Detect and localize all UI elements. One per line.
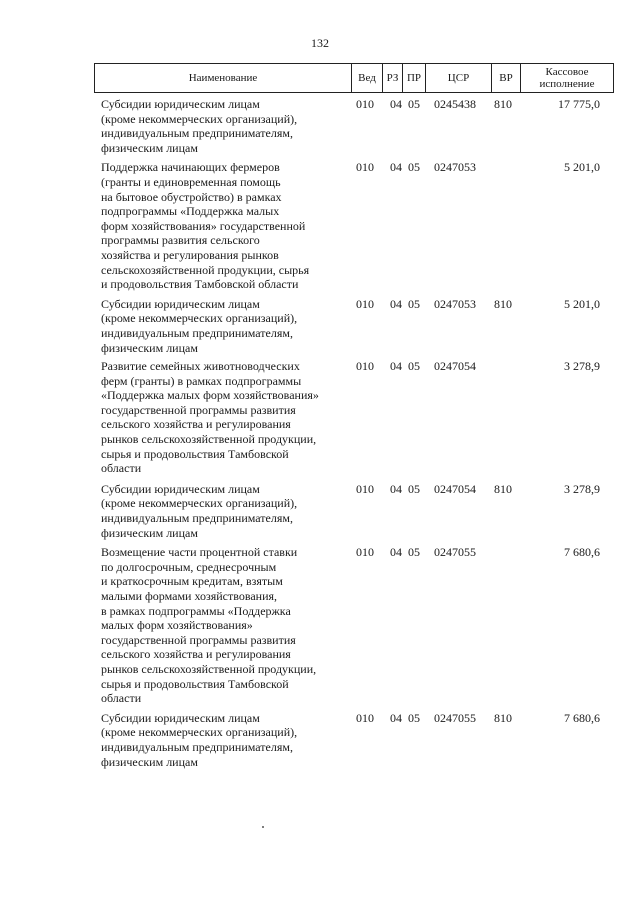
row-amount: 3 278,9 (564, 481, 600, 496)
row-rz: 04 (390, 545, 402, 560)
header-name: Наименование (188, 72, 258, 84)
row-name-line: Субсидии юридическим лицам (101, 481, 260, 496)
header-pr: ПР (406, 72, 422, 84)
row-name-line: рынков сельскохозяйственной продукции, (101, 432, 317, 447)
table-row (94, 297, 614, 355)
row-name-line: области (101, 691, 142, 706)
row-name-line: индивидуальным предпринимателям, (101, 325, 293, 340)
row-amount: 5 201,0 (564, 296, 600, 311)
row-pr: 05 (408, 160, 420, 175)
table-row (94, 160, 614, 291)
row-ved: 010 (356, 160, 374, 175)
row-name-line: подпрограммы «Поддержка малых (101, 204, 280, 219)
row-name-line: индивидуальным предпринимателям, (101, 511, 293, 526)
row-name-line: и продовольствия Тамбовской области (101, 277, 299, 292)
row-name-line: государственной программы развития (101, 402, 296, 417)
row-pr: 05 (408, 296, 420, 311)
row-name-line: Субсидии юридическим лицам (101, 296, 260, 311)
row-name-line: (гранты и единовременная помощь (101, 174, 281, 189)
row-vr: 810 (494, 481, 512, 496)
header-kassa-line1: Кассовое (545, 66, 589, 78)
row-pr: 05 (408, 359, 420, 374)
row-name (101, 482, 361, 540)
row-name-line: сельскохозяйственной продукции, сырья (101, 262, 310, 277)
row-vr: 810 (494, 296, 512, 311)
row-name-line: Субсидии юридическим лицам (101, 710, 260, 725)
row-name-line: рынков сельскохозяйственной продукции, (101, 661, 317, 676)
row-ved: 010 (356, 97, 374, 111)
row-name-line: индивидуальным предпринимателям, (101, 126, 293, 141)
row-name-line: (кроме некоммерческих организаций), (101, 111, 298, 126)
row-name-line: (кроме некоммерческих организаций), (101, 311, 298, 326)
row-csr: 0247055 (434, 710, 476, 725)
row-ved: 010 (356, 481, 374, 496)
row-name-line: ферм (гранты) в рамках подпрограммы (101, 373, 302, 388)
row-csr: 0245438 (434, 97, 476, 111)
row-name-line: программы развития сельского (101, 233, 260, 248)
row-rz: 04 (390, 160, 402, 175)
table-row (94, 711, 614, 769)
row-rz: 04 (390, 710, 402, 725)
row-rz: 04 (390, 296, 402, 311)
row-csr: 0247054 (434, 481, 476, 496)
row-rz: 04 (390, 97, 402, 111)
row-name-line: и краткосрочным кредитам, взятым (101, 574, 283, 589)
row-name-line: государственной программы развития (101, 632, 296, 647)
header-vr: ВР (499, 72, 513, 84)
row-name-line: физическим лицам (101, 525, 198, 540)
row-amount: 7 680,6 (564, 545, 600, 560)
row-ved: 010 (356, 545, 374, 560)
table-row (94, 359, 614, 476)
table-row (94, 545, 614, 706)
row-name-line: сельского хозяйства и регулирования (101, 417, 291, 432)
row-csr: 0247054 (434, 359, 476, 374)
row-name-line: на бытовое обустройство) в рамках (101, 189, 282, 204)
table-header (94, 63, 614, 93)
table-row (94, 97, 614, 155)
row-name-line: Поддержка начинающих фермеров (101, 160, 280, 175)
row-name-line: (кроме некоммерческих организаций), (101, 496, 298, 511)
row-name (101, 97, 361, 155)
row-name-line: сырья и продовольствия Тамбовской (101, 676, 289, 691)
row-ved: 010 (356, 296, 374, 311)
row-pr: 05 (408, 97, 420, 111)
row-ved: 010 (356, 359, 374, 374)
row-name-line: по долгосрочным, среднесрочным (101, 559, 277, 574)
row-name-line: физическим лицам (101, 340, 198, 355)
row-name (101, 359, 361, 476)
header-kassa (521, 64, 613, 92)
row-name-line: форм хозяйствования» государственной (101, 218, 306, 233)
row-name-line: Возмещение части процентной ставки (101, 545, 298, 560)
row-name-line: Субсидии юридическим лицам (101, 97, 260, 111)
row-amount: 17 775,0 (558, 97, 600, 111)
row-name-line: индивидуальным предпринимателям, (101, 739, 293, 754)
page-number: 132 (311, 36, 329, 50)
row-pr: 05 (408, 481, 420, 496)
row-name-line: Развитие семейных животноводческих (101, 359, 300, 374)
row-name-line: хозяйства и регулирования рынков (101, 247, 279, 262)
row-rz: 04 (390, 359, 402, 374)
scan-speck (262, 826, 264, 828)
header-ved: Вед (358, 72, 376, 84)
row-name-line: малыми формами хозяйствования, (101, 589, 278, 603)
row-csr: 0247053 (434, 160, 476, 175)
header-csr: ЦСР (447, 72, 470, 84)
row-name-line: (кроме некоммерческих организаций), (101, 725, 298, 740)
row-rz: 04 (390, 481, 402, 496)
row-name-line: «Поддержка малых форм хозяйствования» (101, 388, 319, 403)
table-body (94, 97, 614, 769)
row-name-line: физическим лицам (101, 754, 198, 769)
row-name-line: области (101, 461, 142, 476)
row-pr: 05 (408, 710, 420, 725)
row-vr: 810 (494, 97, 512, 111)
row-pr: 05 (408, 545, 420, 560)
row-name-line: сельского хозяйства и регулирования (101, 647, 291, 662)
row-name (101, 297, 361, 355)
row-name-line: физическим лицам (101, 140, 198, 155)
header-kassa-line2: исполнение (539, 78, 595, 90)
header-rz: РЗ (386, 72, 399, 84)
row-name (101, 545, 361, 706)
row-csr: 0247055 (434, 545, 476, 560)
row-amount: 7 680,6 (564, 710, 600, 725)
row-amount: 3 278,9 (564, 359, 600, 374)
row-name-line: сырья и продовольствия Тамбовской (101, 446, 289, 461)
table-row (94, 482, 614, 540)
row-name-line: малых форм хозяйствования» (101, 618, 253, 633)
row-ved: 010 (356, 710, 374, 725)
row-vr: 810 (494, 710, 512, 725)
row-name (101, 160, 361, 291)
budget-table (94, 63, 614, 769)
row-csr: 0247053 (434, 296, 476, 311)
row-name-line: в рамках подпрограммы «Поддержка (101, 603, 291, 618)
row-name (101, 711, 361, 769)
row-amount: 5 201,0 (564, 160, 600, 175)
